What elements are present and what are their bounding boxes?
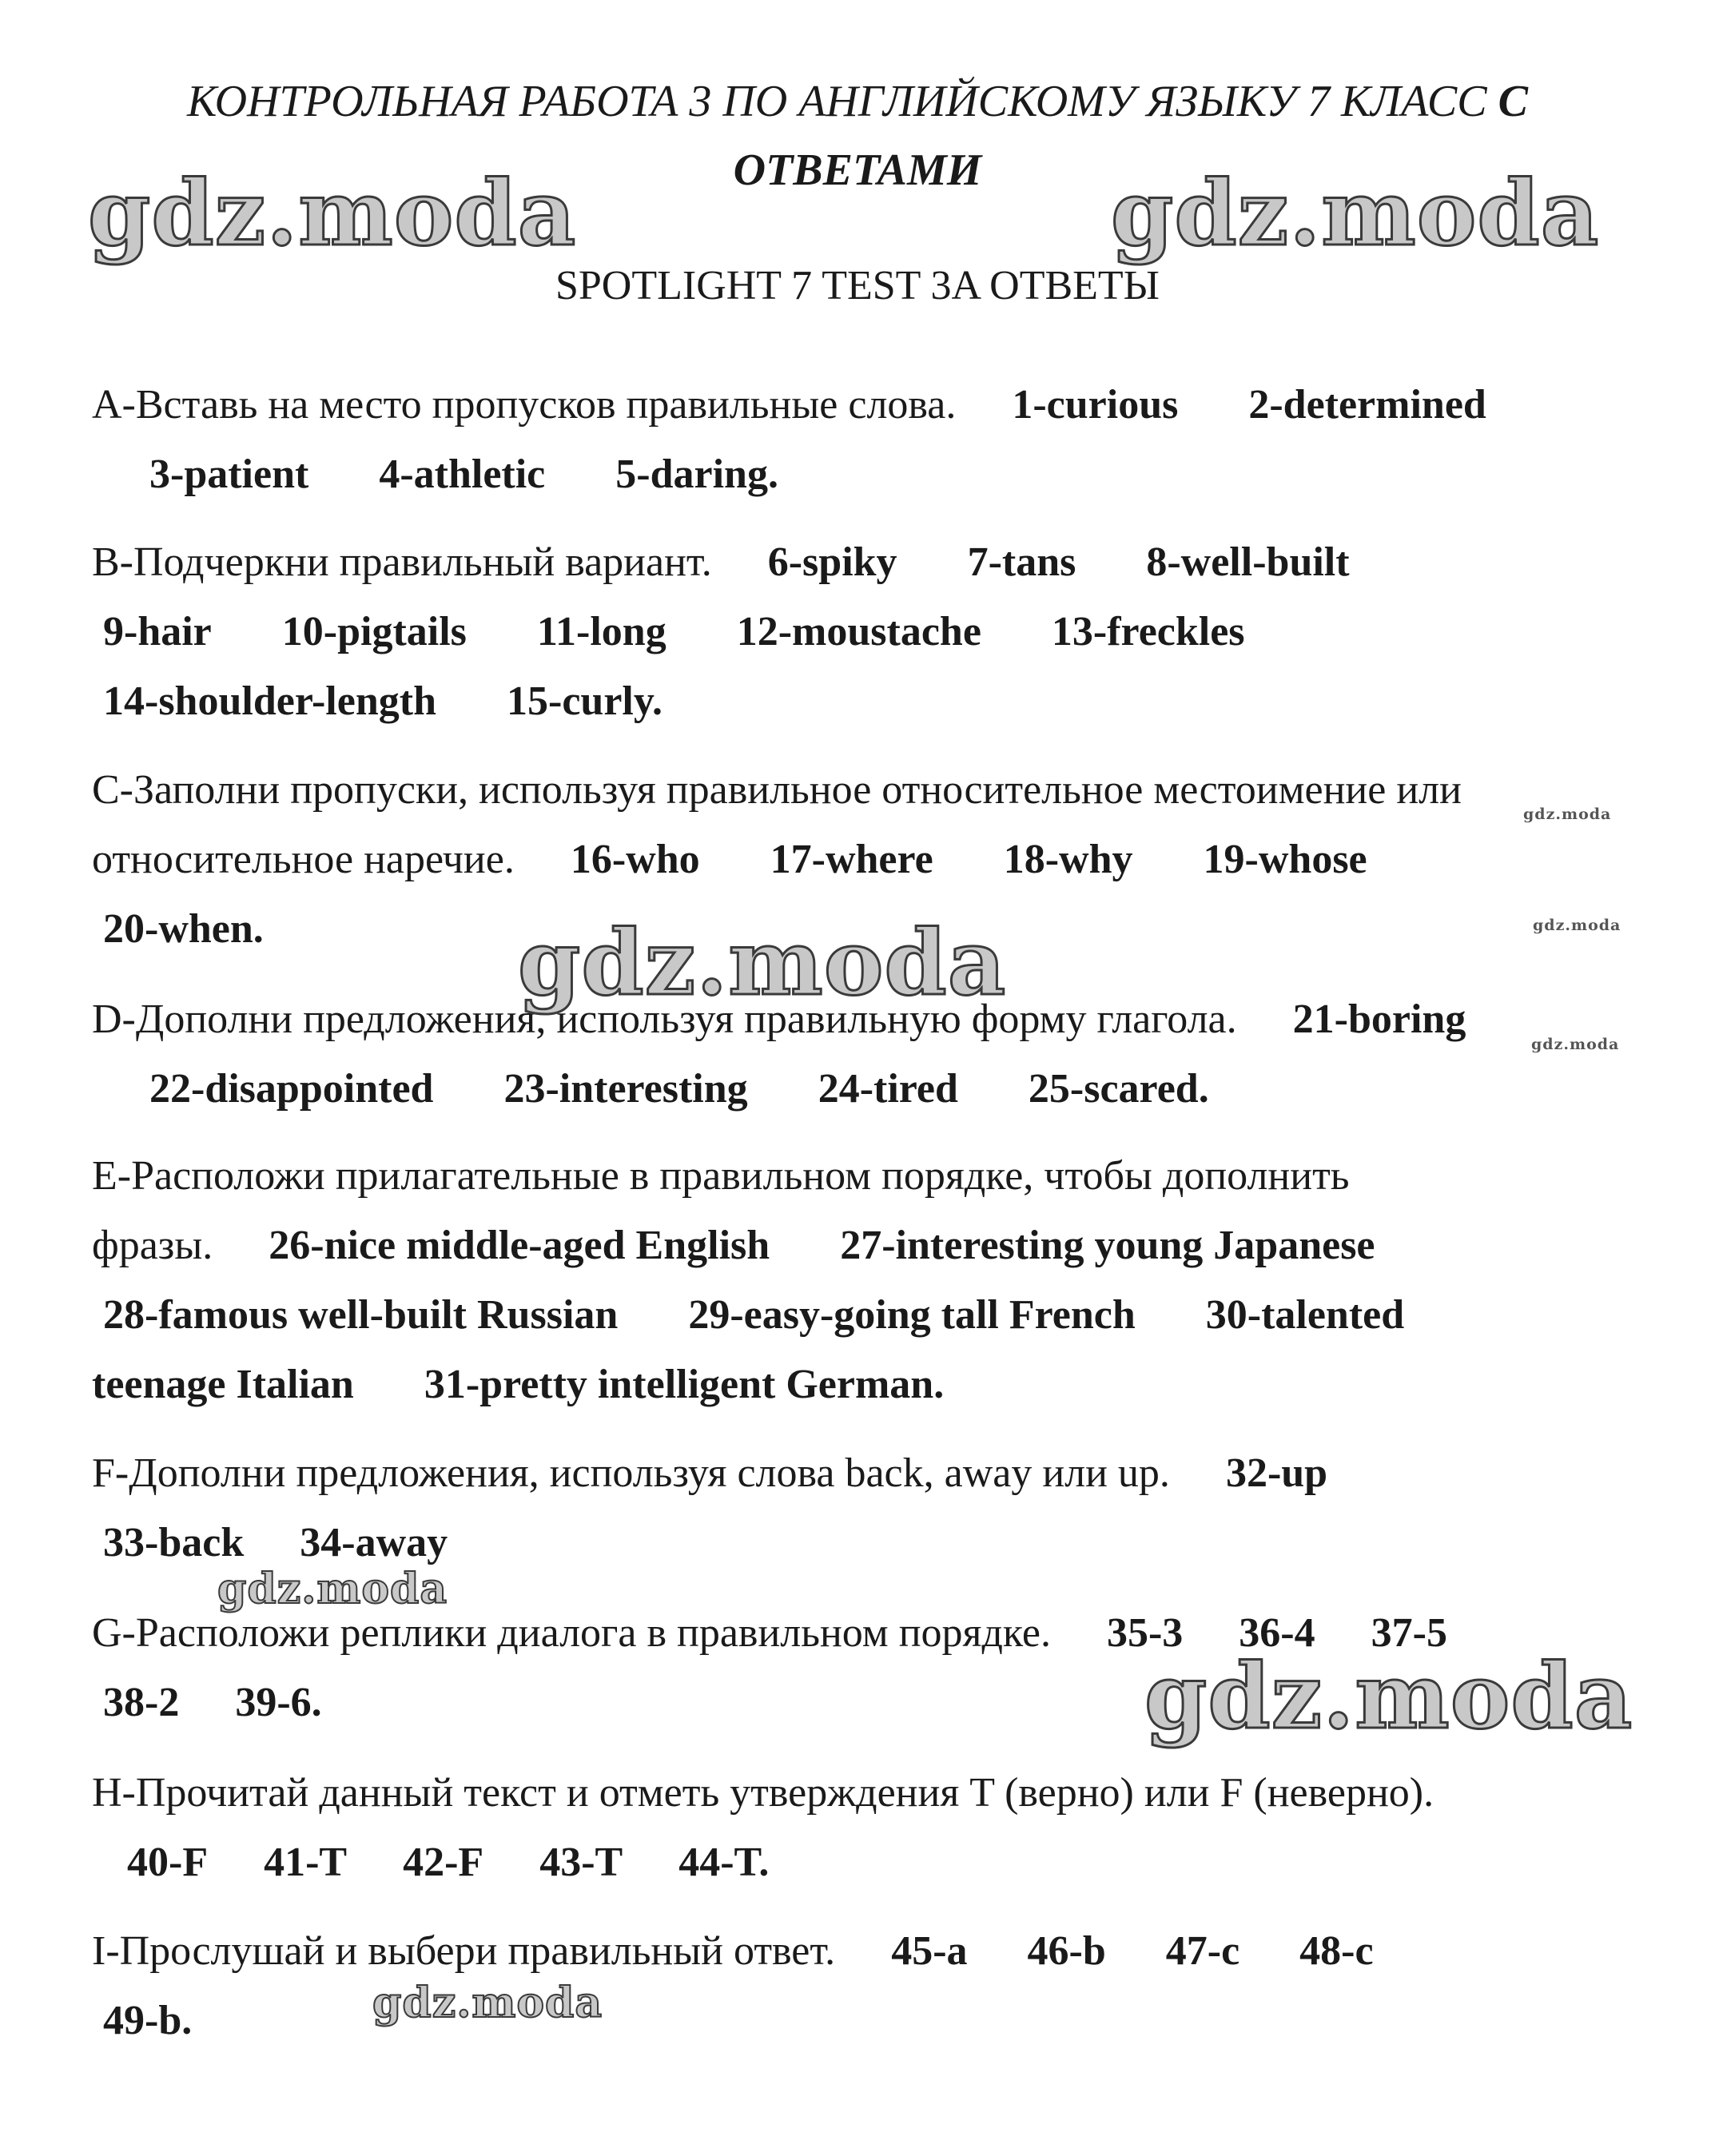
section-b-line-2 <box>92 597 1658 666</box>
title-bold-letter: С <box>1498 77 1528 126</box>
answer: 34-away <box>300 1520 448 1565</box>
answer: 15-curly. <box>507 678 663 724</box>
section-e <box>92 1141 1658 1419</box>
watermark: gdz.moda <box>1144 1645 1633 1749</box>
section-b <box>92 527 1658 736</box>
answer: 39-6. <box>235 1680 322 1725</box>
section-b-line-3 <box>92 666 1658 736</box>
section-i-line-1 <box>92 1916 1658 1986</box>
watermark: gdz.moda <box>372 1979 603 2027</box>
section-f-line-2 <box>92 1508 1658 1577</box>
watermark: gdz.moda <box>217 1565 448 1613</box>
answer: 48-c <box>1299 1928 1374 1974</box>
answer: 26-nice middle-aged English <box>269 1223 770 1268</box>
section-i-instruction: I-Прослушай и выбери правильный ответ. <box>92 1928 836 1974</box>
answer: 40-F <box>127 1840 209 1885</box>
section-e-line-2 <box>92 1211 1658 1280</box>
answer: 22-disappointed <box>149 1066 434 1112</box>
answer: 7-tans <box>967 539 1076 585</box>
watermark: gdz.moda <box>1523 806 1612 823</box>
section-g-line-2 <box>92 1668 1658 1737</box>
section-a <box>92 370 1658 509</box>
section-d <box>92 985 1658 1124</box>
section-d-line-1 <box>92 985 1658 1054</box>
answer: 46-b <box>1027 1928 1106 1974</box>
answer: 28-famous well-built Russian <box>103 1292 619 1338</box>
answer: 45-a <box>891 1928 968 1974</box>
answer: 14-shoulder-length <box>103 678 436 724</box>
answer: teenage Italian <box>92 1362 354 1407</box>
answer: 16-who <box>570 837 700 882</box>
section-f <box>92 1438 1658 1577</box>
section-d-line-2 <box>92 1054 1658 1124</box>
watermark: gdz.moda <box>88 161 577 266</box>
answer: 42-F <box>403 1840 484 1885</box>
answer: 37-5 <box>1371 1610 1447 1656</box>
section-f-instruction: F-Дополни предложения, используя слова back, away или up. <box>92 1450 1170 1496</box>
section-c <box>92 755 1658 964</box>
watermark: gdz.moda <box>518 911 1007 1016</box>
section-a-line-2 <box>92 440 1658 509</box>
section-h-line-1 <box>92 1758 1658 1828</box>
answer: 20-when. <box>103 906 264 952</box>
answer: 36-4 <box>1239 1610 1315 1656</box>
watermark: gdz.moda <box>1111 161 1600 266</box>
answer: 4-athletic <box>379 451 546 497</box>
answer: 17-where <box>770 837 933 882</box>
section-e-instruction: E-Расположи прилагательные в правильном порядке, чтобы дополнить <box>92 1153 1350 1199</box>
answer: 18-why <box>1003 837 1133 882</box>
answer: 23-interesting <box>503 1066 748 1112</box>
section-h <box>92 1758 1658 1897</box>
answer: 1-curious <box>1012 382 1179 428</box>
answer: 25-scared. <box>1028 1066 1209 1112</box>
page-title-line-1 <box>0 66 1715 137</box>
section-h-line-2 <box>92 1828 1658 1897</box>
answer: 41-T <box>264 1840 348 1885</box>
page-subtitle: SPOTLIGHT 7 TEST 3A ОТВЕТЫ <box>555 263 1160 308</box>
answer: 11-long <box>536 609 667 654</box>
answer: 47-c <box>1165 1928 1240 1974</box>
answer: 49-b. <box>103 1998 193 2043</box>
section-h-instruction: H-Прочитай данный текст и отметь утверждения T (верно) или F (неверно). <box>92 1770 1434 1816</box>
section-a-instruction: A-Вставь на место пропусков правильные слова. <box>92 382 957 428</box>
watermark: gdz.moda <box>1533 917 1621 934</box>
section-b-instruction: B-Подчеркни правильный вариант. <box>92 539 712 585</box>
answer: 13-freckles <box>1051 609 1245 654</box>
section-i <box>92 1916 1658 2055</box>
section-e-line-1 <box>92 1141 1658 1211</box>
answer: 12-moustache <box>736 609 981 654</box>
section-g-line-1 <box>92 1598 1658 1668</box>
answer: 8-well-built <box>1146 539 1350 585</box>
answer: 10-pigtails <box>281 609 467 654</box>
answer: 19-whose <box>1203 837 1367 882</box>
section-b-line-1 <box>92 527 1658 597</box>
answer: 30-talented <box>1205 1292 1405 1338</box>
section-e-line-3 <box>92 1280 1658 1350</box>
watermark: gdz.moda <box>1531 1036 1620 1053</box>
section-a-line-1 <box>92 370 1658 440</box>
section-e-line-4 <box>92 1350 1658 1419</box>
title-main-text: КОНТРОЛЬНАЯ РАБОТА 3 ПО АНГЛИЙСКОМУ ЯЗЫКУ 7 КЛАСС <box>187 77 1498 126</box>
section-c-line-1 <box>92 755 1658 825</box>
section-g <box>92 1598 1658 1737</box>
answer: 5-daring. <box>615 451 778 497</box>
answer: 44-T. <box>678 1840 770 1885</box>
section-e-instruction-cont: фразы. <box>92 1223 213 1268</box>
answer: 29-easy-going tall French <box>688 1292 1136 1338</box>
answer: 27-interesting young Japanese <box>840 1223 1375 1268</box>
answer: 43-T <box>539 1840 623 1885</box>
answer: 31-pretty intelligent German. <box>424 1362 945 1407</box>
answer: 38-2 <box>103 1680 180 1725</box>
answer: 33-back <box>103 1520 245 1565</box>
answer: 35-3 <box>1106 1610 1184 1656</box>
section-c-instruction-cont: относительное наречие. <box>92 837 515 882</box>
answer: 32-up <box>1225 1450 1328 1496</box>
section-f-line-1 <box>92 1438 1658 1508</box>
section-g-instruction: G-Расположи реплики диалога в правильном порядке. <box>92 1610 1051 1656</box>
section-c-line-3 <box>92 894 1658 964</box>
answer: 21-boring <box>1292 996 1466 1042</box>
section-d-instruction: D-Дополни предложения, используя правильную форму глагола. <box>92 996 1237 1042</box>
answer: 2-determined <box>1248 382 1486 428</box>
section-c-instruction: C-Заполни пропуски, используя правильное относительное местоимение или <box>92 767 1462 813</box>
page-title-line-2: ОТВЕТАМИ <box>733 145 982 195</box>
section-i-line-2 <box>92 1986 1658 2055</box>
answer: 6-spiky <box>767 539 897 585</box>
answer: 3-patient <box>149 451 309 497</box>
answer: 24-tired <box>818 1066 958 1112</box>
answer: 9-hair <box>103 609 212 654</box>
section-c-line-2 <box>92 825 1658 894</box>
